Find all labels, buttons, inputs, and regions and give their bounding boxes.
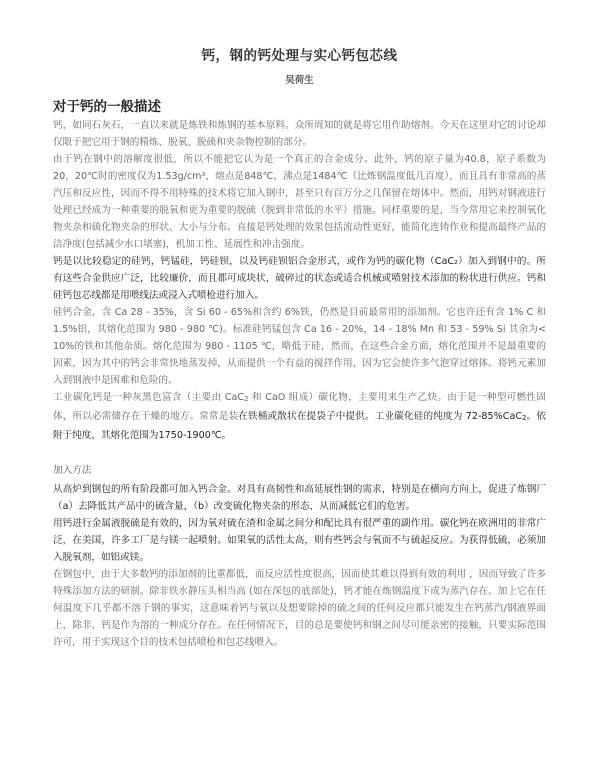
section-heading-general: 对于钙的一般描述 (53, 99, 161, 115)
paragraph-addition-stages: 从高炉到钢包的所有阶段都可加入钙合金。对具有高韧性和高延展性钢的需求，特别是在横向方向上，促进了炼钢厂（a）去降低其产品中的硫含量，（b）改变硫化物夹杂的形态，从而减低它们的危害。 (53, 484, 546, 512)
paragraph-intro: 钙，如同石灰石，一直以来就是炼铁和炼钢的基本原料。众所周知的就是将它用作助熔剂。今天在这里对它的讨论却仅限于把它用于钢的精炼、脱氧、脱硫和夹杂物控制的部分。 (53, 120, 546, 148)
carbide-text-3: 在铁桶或散状在提袋子中提供。工业碳化硅的纯度为 72-85%CaC (238, 411, 523, 422)
subscript-2b: 2 (522, 414, 527, 422)
carbide-text-4: 。依附于纯度，其熔化范围为1750-1900℃。 (53, 411, 547, 441)
section-heading-methods: 加入方法 (53, 465, 92, 476)
paragraph-alloy-composition: 硅钙合金，含 Ca 28 - 35%，含 Si 60 - 65%和含约 6%铁，仍然是目前最常用的添加剂。它也许还有含 1% C 和 1.5%铝，其熔化范围为 980 - 980 ℃)。标准硅钙锰包含 Ca 16 - 20%，14 - 18% Mn 和 53 - 59% Si 其余为< 10%的铁和其他杂质。熔化范围为 980 - 1105 ℃，略低于硅，然而，在这些合金方面，熔化范围并不是最重要的因素，因为其中的钙会非常快地蒸发掉，从而提供一个有益的搅拌作用，因为它会使许多气泡穿过熔体。将钙元素加入到钢液中是困难和危险的。 (53, 307, 546, 386)
paragraph-desulfurization: 用钙进行金属液脱硫是有效的，因为氧对硫在渣和金属之间分和配比具有很严重的副作用。碳化钙在欧洲用的非常广泛，在美国，许多工厂是与镁一起喷射。如果氧的活性太高，则有些钙会与氧而不与硫起反应。为获得低硫，必须加入脱氧剂，如铝或镁。 (53, 518, 546, 563)
paragraph-alloy-forms: 钙是以比较稳定的硅钙，钙锰硅，钙硅钡，以及钙硅钡铝合金形式，或作为钙的碳化物（CaC₂）加入到钢中的。所有这些合金供应广泛，比较廉价，而且都可成块状，破碎过的状态或适合机械或喷射技术添加的粉状进行供应。钙和硅钙包芯线都是用喂线法或浸入式喷枪进行加入。 (53, 256, 546, 301)
paragraph-ladle-addition: 在钢包中，由于大多数钙的添加剂的比重都低，而反应活性度很高，因而使其难以得到有效的利用 ，因而导致了许多特殊添加方法的研制。除非铁水静压头相当高 (如在深包的底部处)，钙才能在炼钢温度下成为蒸汽存在。加上它在任何温度下几乎都不溶于钢的事实，这意味着钙与氧以及想要除掉的硫之间的任何反应都只能发生在钙蒸汽/钢液界面上，除非，钙是作为溶的一种成分存在。在任何情况下，目的总是要使钙和钢之间尽可能亲密的接触，只要实际范围许可，用于实现这个目的技术包括喷枪和包芯线喂入。 (53, 569, 546, 648)
carbide-text-2: 和 CaO 组成）碳化物，主要用来生产乙炔。由于是一种型可燃性固体，所以必需储存在干燥的地方。常常是装 (53, 392, 547, 422)
subscript-2: 2 (244, 395, 249, 403)
paragraph-calcium-carbide (53, 389, 546, 444)
author-name: 吴荷生 (285, 75, 314, 86)
carbide-text-1: 工业碳化钙是一种灰黑色富含（主要由 CaC (53, 392, 245, 403)
document-title: 钙，钢的钙处理与实心钙包芯线 (201, 48, 398, 64)
paragraph-properties: 由于钙在钢中的溶解度很低，所以不能把它认为是一个真正的合金成分。此外，钙的原子量为40.8，原子系数为20，20℃时的密度仅为1.53g/cm³，熔点是848℃，沸点是1484℃（比炼钢温度低几百度），而且具有非常高的蒸汽压和反应性，因而不得不用特殊的技术将它加入钢中，甚至只有百万分之几保留在熔体中。然而，用钙对钢液进行处理已经成为一种重要的脱氧和更为重要的脱硫（脱到非常低的水平）措施。同样重要的是，当今常用它来控制氧化物夹杂和硫化物夹杂的形状、大小与分布。直接是钙处理的效果包括流动性更好，能简化连铸作业和提高最终产品的洁净度(包括减少水口堵塞)，机加工性、延展性和冲击强度。 (53, 154, 546, 250)
